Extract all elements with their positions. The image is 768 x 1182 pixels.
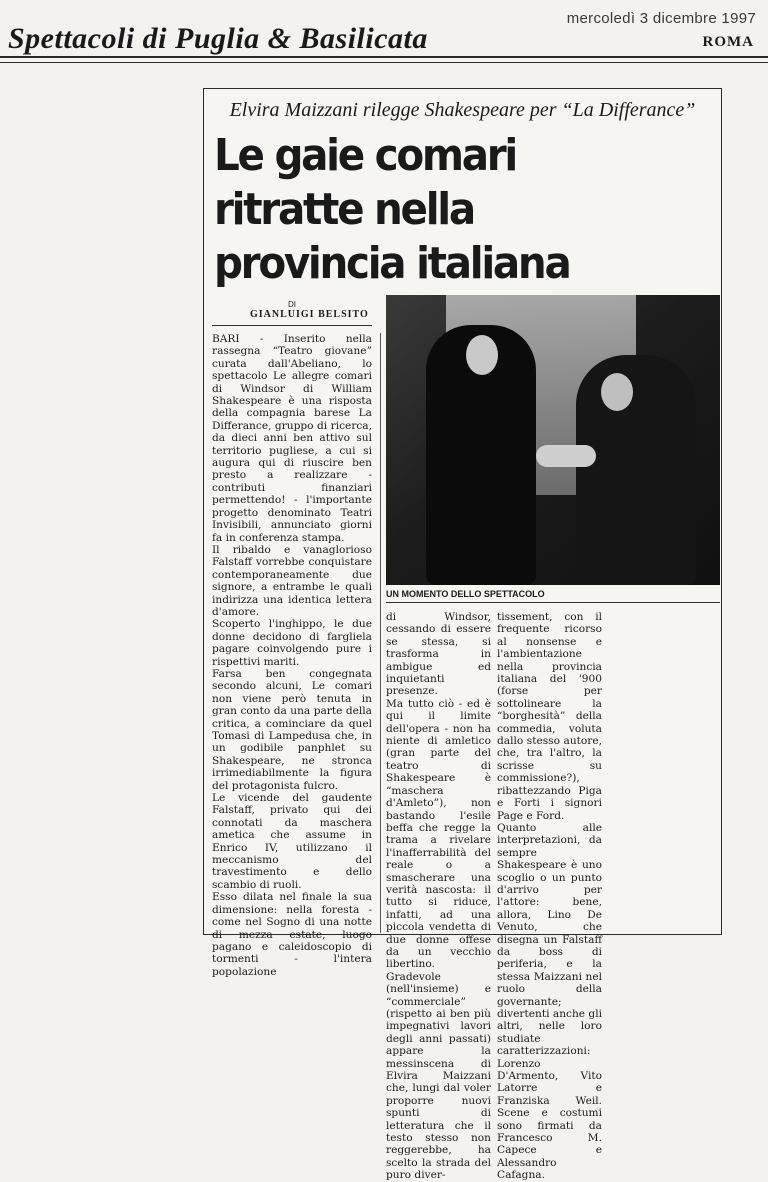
article-photo — [386, 295, 720, 585]
text-column-2 — [386, 611, 491, 1182]
byline-rule — [212, 325, 372, 326]
paragraph: Il ribaldo e vanaglorioso Falstaff vorrebbe conquistare contemporaneamente due signore, a entrambe le quali indirizza una identica lettera d'amore. — [212, 543, 372, 618]
paragraph: di Windsor, cessando di essere se stessa, si trasforma in ambigue ed inquietanti presenze. — [386, 611, 491, 698]
article-box — [203, 88, 722, 1182]
paragraph: tissement, con il frequente ricorso al nonsense e l'ambientazione nella provincia italiana del '900 (forse per sottolineare la “borghesità” della commedia, voluta dallo stesso autore, che, tra l'altro, la scrisse su commissione?), ribattezzando Piga e Forti i signori Page e Ford. — [497, 611, 602, 822]
masthead-bottom-rule — [0, 62, 768, 63]
masthead-city: ROMA — [702, 34, 754, 50]
paragraph: Quanto alle interpretazioni, da sempre Shakespeare è uno scoglio o un punto d'arrivo per l'attore: bene, allora, Lino De Venuto, che disegna un Falstaff da boss di periferia, e la stessa Maizzani nel ruolo della governante; divertenti anche gli altri, nelle loro studiate caratterizzazioni: Lorenzo D'Armento, Vito Latorre e Franziska Weil. Scene e costumi sono firmati da Francesco M. Capece e Alessandro Cafagna. — [497, 821, 602, 1182]
photo-caption: UN MOMENTO DELLO SPETTACOLO — [386, 589, 545, 599]
paragraph: Farsa ben congegnata secondo alcuni, Le comari non viene però tenuta in gran conto da una parte della critica, a cominciare da quel Tomasi di Lampedusa che, in un godibile panphlet su Shakespeare, ne stronca irrimediabilmente la figura del protagonista fulcro. — [212, 667, 372, 792]
caption-rule — [386, 602, 720, 603]
column-separator — [380, 333, 381, 933]
text-column-1 — [212, 333, 372, 978]
text-column-3 — [497, 611, 602, 1182]
masthead-date: mercoledì 3 dicembre 1997 — [566, 10, 756, 27]
paragraph: Scoperto l'inghippo, le due donne decidono di fargliela pagare coinvolgendo pure i rispettivi mariti. — [212, 618, 372, 668]
byline-author: GIANLUIGI BELSITO — [250, 309, 369, 320]
byline-prefix: DI — [288, 300, 296, 309]
paragraph: Gradevole (nell'insieme) e “commerciale” (rispetto ai ben più impegnativi lavori degli anni passati) appare la messinscena di Elvira Maizzani che, lungi dal voler proporre nuovi spunti di letteratura che il testo stesso non reggerebbe, ha scelto la strada del puro diver- — [386, 970, 491, 1182]
paragraph: Le vicende del gaudente Falstaff, privato qui dei connotati da maschera ametica che assume in Enrico IV, utilizzano il meccanismo del travestimento e dello scambio di ruoli. — [212, 792, 372, 891]
paragraph: Ma tutto ciò - ed è qui il limite dell'opera - non ha niente di amletico (gran parte del teatro di Shakespeare è “maschera d'Amleto”), non bastando l'esile beffa che regge la trama a rivelare l'inafferrabilità del reale o a smascherare una verità nascosta: il tutto si riduce, infatti, ad una piccola vendetta di due donne offese da un vecchio libertino. — [386, 697, 491, 971]
masthead-top-rule — [0, 56, 768, 58]
paragraph: BARI - Inserito nella rassegna “Teatro giovane” curata dall'Abeliano, lo spettacolo Le allegre comari di Windsor di William Shakespeare è una risposta della compagnia barese La Differance, gruppo di ricerca, da dieci anni ben attivo sul territorio pugliese, a cui si augura qui di riuscire ben presto a realizzare - contributi finanziari permettendo! - l'importante progetto denominato Teatri Invisibili, annunciato giorni fa in conferenza stampa. — [212, 333, 372, 544]
article-headline: Le gaie comari ritratte nella provincia italiana — [214, 130, 570, 289]
article-kicker: Elvira Maizzani rilegge Shakespeare per “La Differance” — [229, 99, 696, 121]
masthead-section-title: Spettacoli di Puglia & Basilicata — [8, 22, 428, 55]
paragraph: Esso dilata nel finale la sua dimensione: nella foresta - come nel Sogno di una notte di mezza estate, luogo pagano e caleidoscopio di tormenti - l'intera popolazione — [212, 891, 372, 978]
